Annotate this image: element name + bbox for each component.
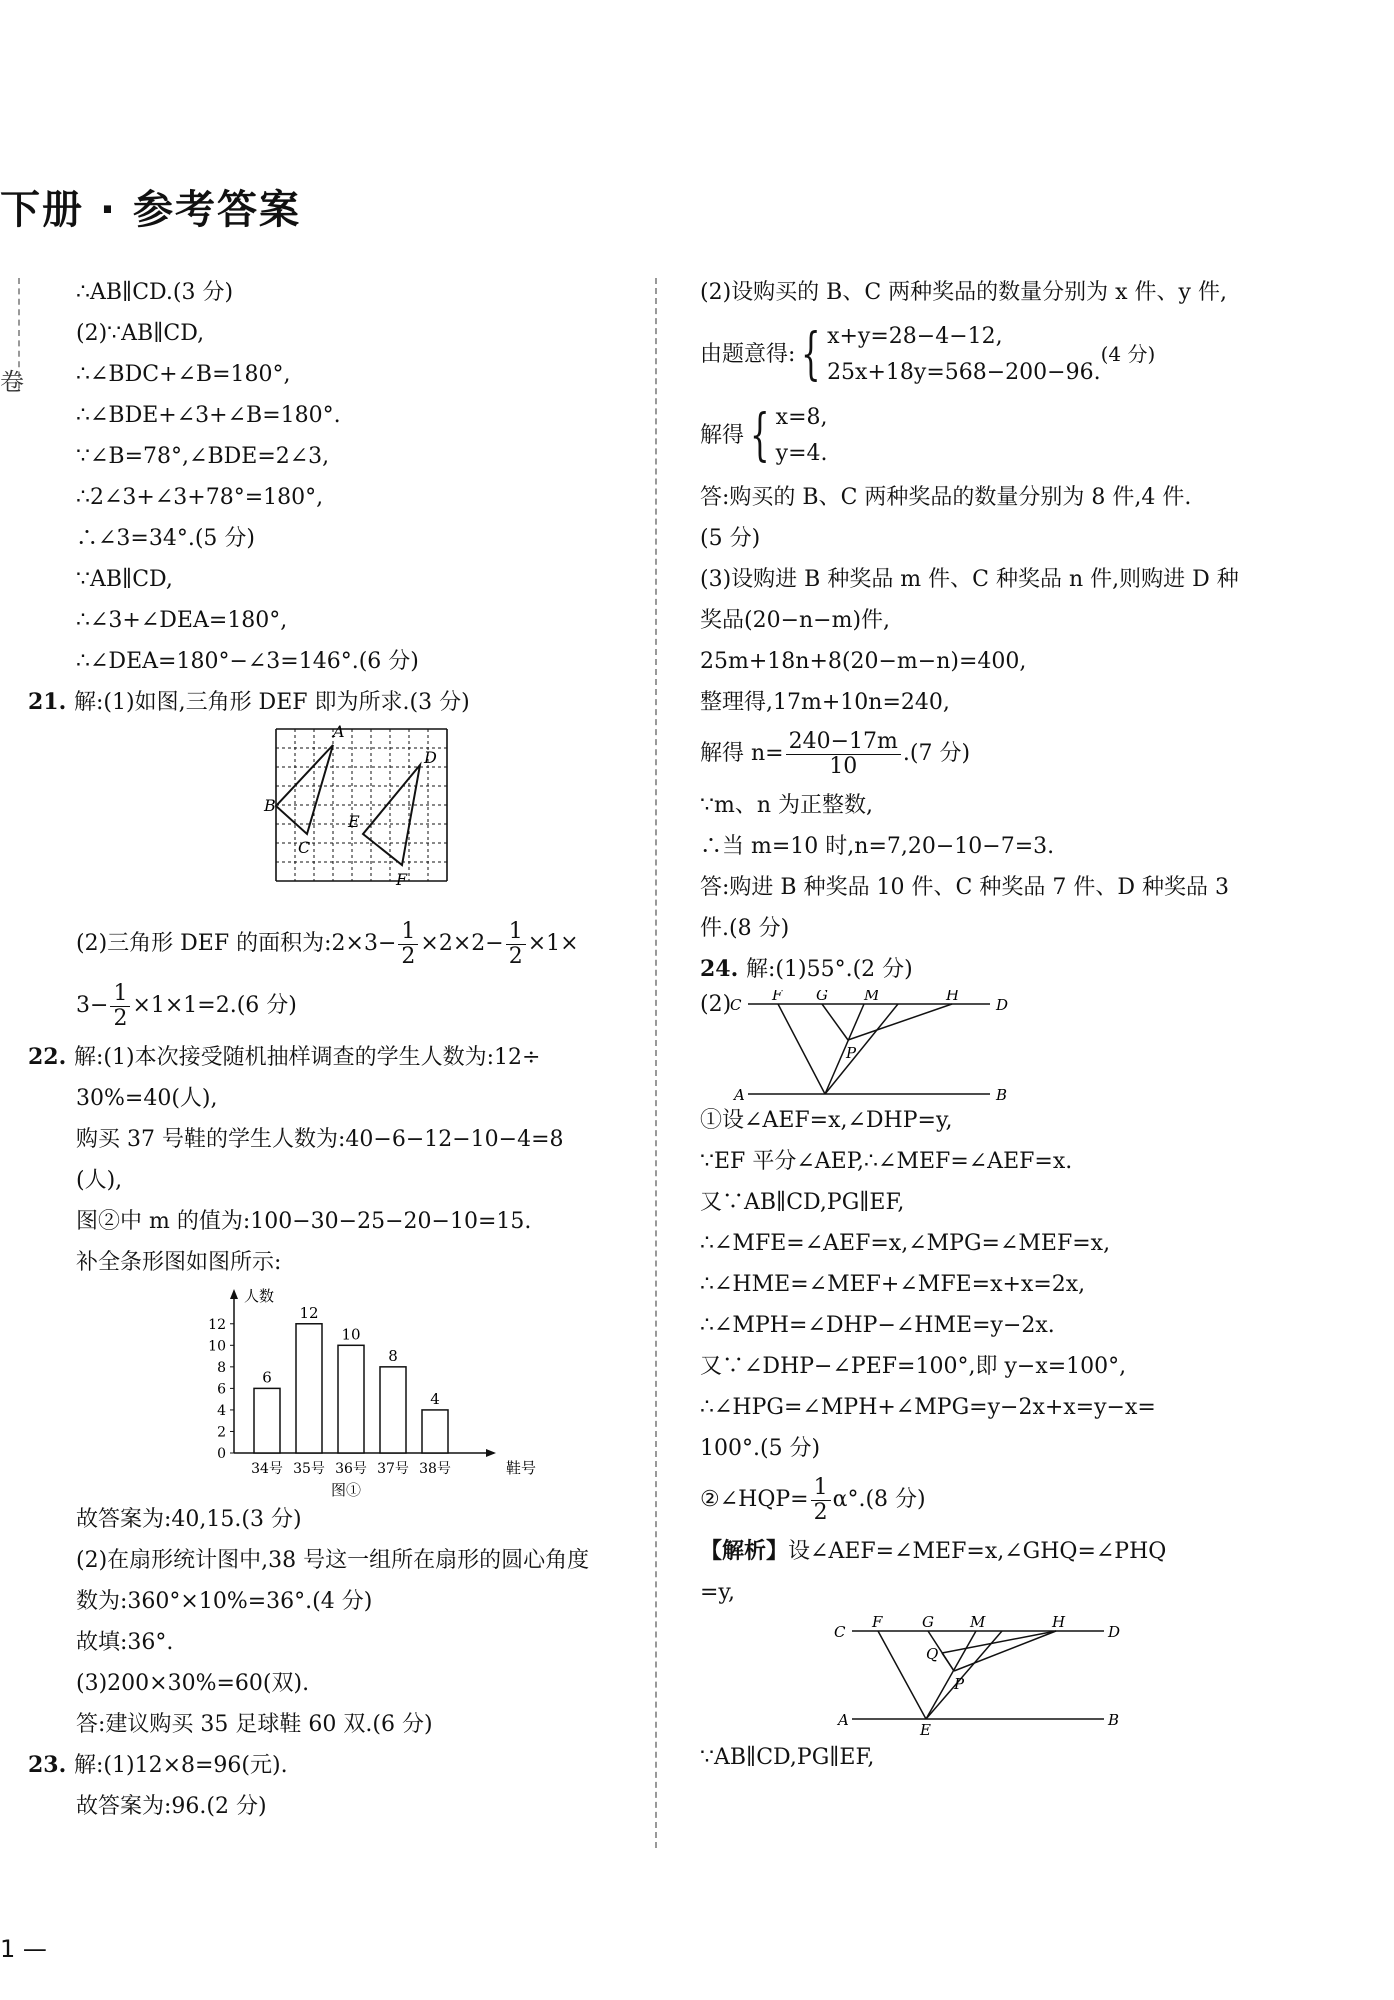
label-C: C xyxy=(298,838,311,857)
label-F: F xyxy=(396,870,408,889)
fraction-half xyxy=(506,920,526,969)
y-tick-label: 6 xyxy=(217,1381,226,1398)
triangle-def xyxy=(363,765,420,865)
geometry-diagram-1 xyxy=(700,990,1280,1100)
right-column xyxy=(700,272,1280,1778)
equation-system xyxy=(744,400,828,472)
x-axis-arrow-icon xyxy=(486,1449,496,1457)
bar xyxy=(422,1410,448,1453)
bar xyxy=(338,1345,364,1453)
sys2-row1: x=8, xyxy=(775,405,828,430)
text-line: ∴∠3=34°.(5 分) xyxy=(76,526,256,551)
x-tick-label: 34号 xyxy=(251,1461,283,1477)
q23-line1 xyxy=(28,1745,643,1786)
text-line: ∴2∠3+∠3+78°=180°, xyxy=(76,485,324,510)
fig1-label-D: D xyxy=(996,996,1009,1014)
q21-area-d: 3− xyxy=(76,993,109,1018)
text-line: ∴当 m=10 时,n=7,20−10−7=3. xyxy=(700,834,1055,859)
q24-l3a: ②∠HQP= xyxy=(700,1487,809,1512)
text-line: 件.(8 分) xyxy=(700,916,790,941)
q21-text: 解:(1)如图,三角形 DEF 即为所求.(3 分) xyxy=(74,690,470,715)
frac-num: 1 xyxy=(110,982,130,1007)
right-block-a xyxy=(700,477,1280,723)
text-line: ∴AB∥CD.(3 分) xyxy=(76,280,234,305)
text-line: 100°.(5 分) xyxy=(700,1436,821,1461)
q24-part3 xyxy=(700,1469,1280,1531)
bar-value-label: 4 xyxy=(430,1389,440,1408)
q21-area-line2 xyxy=(28,975,643,1037)
sys2-prefix: 解得 xyxy=(700,423,745,448)
q22-line1 xyxy=(28,1037,643,1078)
text-line: 奖品(20−n−m)件, xyxy=(700,608,891,633)
fraction-half xyxy=(110,982,130,1031)
q24-l3b: α°.(8 分) xyxy=(832,1487,926,1512)
text-line: 故答案为:40,15.(3 分) xyxy=(76,1507,302,1532)
r-line: (2)设购买的 B、C 两种奖品的数量分别为 x 件、y 件, xyxy=(700,280,1227,305)
fig1-label-H: H xyxy=(946,990,960,1004)
left-column xyxy=(28,272,643,1827)
sys1-suffix: (4 分) xyxy=(1100,342,1156,366)
y-tick-label: 8 xyxy=(217,1359,226,1376)
text-line: ∵m、n 为正整数, xyxy=(700,793,874,818)
triangle-abc xyxy=(276,745,333,834)
sys2-row2: y=4. xyxy=(775,441,828,466)
text-line: 又∵AB∥CD,PG∥EF, xyxy=(700,1190,905,1215)
q24-part2: (2) xyxy=(700,992,732,1017)
q21-area-c: ×1× xyxy=(527,931,579,956)
fig2-label-F: F xyxy=(872,1613,883,1631)
bar-chart xyxy=(28,1283,628,1499)
q24-figure-1 xyxy=(700,990,1280,1100)
column-divider xyxy=(655,278,657,1848)
analysis-text: 设∠AEF=∠MEF=x,∠GHQ=∠PHQ xyxy=(788,1539,1167,1564)
text-line: ∴∠MFE=∠AEF=x,∠MPG=∠MEF=x, xyxy=(700,1231,1111,1256)
bar-chart-figure xyxy=(28,1283,643,1499)
text-line: ∴∠BDE+∠3+∠B=180°. xyxy=(76,403,341,428)
x-tick-label: 38号 xyxy=(419,1461,451,1477)
y-tick-label: 0 xyxy=(217,1446,226,1462)
q22-line: (人), xyxy=(76,1168,123,1193)
frac-den: 2 xyxy=(401,943,416,969)
x-tick-label: 35号 xyxy=(293,1461,325,1477)
text-line: ∴∠HME=∠MEF+∠MFE=x+x=2x, xyxy=(700,1272,1086,1297)
right-block-b xyxy=(700,785,1280,949)
y-tick-label: 4 xyxy=(217,1402,226,1419)
fig2-label-E: E xyxy=(920,1721,931,1737)
fig2-label-H: H xyxy=(1052,1613,1066,1631)
q21-line1 xyxy=(28,682,643,723)
q22-line: 补全条形图如图所示: xyxy=(76,1250,282,1275)
q22-number: 22. xyxy=(28,1044,67,1070)
fig2-label-G: G xyxy=(922,1613,934,1631)
fig2-label-M: M xyxy=(970,1613,986,1631)
text-line: 数为:360°×10%=36°.(4 分) xyxy=(76,1589,373,1614)
fig1-label-A: A xyxy=(734,1086,745,1100)
frac-den: 2 xyxy=(508,943,523,969)
equation-system xyxy=(795,319,1100,391)
frac-num: 1 xyxy=(398,920,418,945)
fig1-label-M: M xyxy=(864,990,880,1004)
x-axis-label: 鞋号 xyxy=(506,1459,537,1477)
text-line: 整理得,17m+10n=240, xyxy=(700,690,950,715)
text-line: (3)设购进 B 种奖品 m 件、C 种奖品 n 件,则购进 D 种 xyxy=(700,567,1239,592)
text-line: 答:建议购买 35 足球鞋 60 双.(6 分) xyxy=(76,1712,433,1737)
chart-caption: 图① xyxy=(330,1481,362,1499)
text-line: 25m+18n+8(20−m−n)=400, xyxy=(700,649,1027,674)
label-A: A xyxy=(333,723,345,741)
fig2-label-D: D xyxy=(1108,1623,1121,1641)
q21-area-a: (2)三角形 DEF 的面积为:2×3− xyxy=(76,931,397,956)
bar-value-label: 8 xyxy=(388,1346,398,1365)
sys1-row2: 25x+18y=568−200−96. xyxy=(827,360,1101,385)
frac-den: 2 xyxy=(813,1499,828,1525)
edge-character: 卷 xyxy=(0,368,24,396)
y-axis-label: 人数 xyxy=(244,1287,275,1305)
right-block-c xyxy=(700,1100,1280,1469)
fraction-n xyxy=(786,730,901,779)
text-line: (5 分) xyxy=(700,526,761,551)
analysis-line2: =y, xyxy=(700,1580,735,1605)
frac-num: 240−17m xyxy=(786,730,901,755)
fig2-label-Q: Q xyxy=(926,1645,939,1663)
analysis-tag: 【解析】 xyxy=(700,1538,789,1564)
q24-line1 xyxy=(700,949,1280,990)
fig2-label-B: B xyxy=(1108,1711,1120,1729)
y-tick-label: 10 xyxy=(208,1338,226,1355)
text-line: 又∵∠DHP−∠PEF=100°,即 y−x=100°, xyxy=(700,1354,1127,1379)
text-line: (2)在扇形统计图中,38 号这一组所在扇形的圆心角度 xyxy=(76,1548,590,1573)
solve-suffix: .(7 分) xyxy=(902,741,971,766)
q22-line: 30%=40(人), xyxy=(76,1086,218,1111)
frac-den: 10 xyxy=(829,753,858,779)
frac-den: 2 xyxy=(113,1005,128,1031)
text-line: 答:购进 B 种奖品 10 件、C 种奖品 7 件、D 种奖品 3 xyxy=(700,875,1229,900)
system-2 xyxy=(700,395,1280,477)
fig1-label-P: P xyxy=(846,1044,857,1062)
fig2-label-C: C xyxy=(834,1623,846,1641)
text-line: 答:购买的 B、C 两种奖品的数量分别为 8 件,4 件. xyxy=(700,485,1192,510)
text-line: ∴∠3+∠DEA=180°, xyxy=(76,608,288,633)
q22-text: 解:(1)本次接受随机抽样调查的学生人数为:12÷ xyxy=(74,1045,541,1070)
fig1-label-B: B xyxy=(996,1086,1008,1100)
geometry-diagram-2 xyxy=(700,1613,1280,1737)
text-line: ∴∠HPG=∠MPH+∠MPG=y−2x+x=y−x= xyxy=(700,1395,1156,1420)
system-1 xyxy=(700,313,1280,395)
text-line: ∴∠DEA=180°−∠3=146°.(6 分) xyxy=(76,649,419,674)
text-line: ∵AB∥CD, xyxy=(76,567,173,592)
bar xyxy=(254,1388,280,1453)
text-line: ①设∠AEF=x,∠DHP=y, xyxy=(700,1108,953,1133)
solve-line xyxy=(700,723,1280,785)
page-title: 下册 · 参考答案 xyxy=(0,187,302,233)
label-B: B xyxy=(264,796,276,815)
q23-text: 解:(1)12×8=96(元). xyxy=(74,1753,288,1778)
q21-area-line1 xyxy=(28,913,643,975)
brace-icon: { xyxy=(801,322,822,387)
text-line: (3)200×30%=60(双). xyxy=(76,1671,310,1696)
y-tick-label: 12 xyxy=(208,1316,226,1333)
q21-area-b: ×2×2− xyxy=(420,931,504,956)
label-D: D xyxy=(424,748,437,767)
q24-figure-2 xyxy=(700,1613,1280,1737)
fig2-label-A: A xyxy=(838,1711,849,1729)
analysis-line1 xyxy=(700,1531,1280,1572)
q23-line: 故答案为:96.(2 分) xyxy=(76,1794,267,1819)
page-number: 1 — xyxy=(0,1935,47,1963)
text-line: 故填:36°. xyxy=(76,1630,174,1655)
q21-number: 21. xyxy=(28,689,67,715)
x-tick-label: 37号 xyxy=(377,1461,409,1477)
y-axis-arrow-icon xyxy=(230,1289,238,1299)
q24-number: 24. xyxy=(700,956,739,982)
fig1-label-C: C xyxy=(730,996,742,1014)
text-line: ∴∠MPH=∠DHP−∠HME=y−2x. xyxy=(700,1313,1055,1338)
solve-prefix: 解得 n= xyxy=(700,741,784,766)
x-tick-label: 36号 xyxy=(335,1461,367,1477)
frac-num: 1 xyxy=(811,1476,831,1501)
fraction-half xyxy=(398,920,418,969)
bar xyxy=(296,1324,322,1453)
bar-value-label: 12 xyxy=(299,1303,319,1322)
q23-number: 23. xyxy=(28,1752,67,1778)
sys1-row1: x+y=28−4−12, xyxy=(827,324,1003,349)
q24-text: 解:(1)55°.(2 分) xyxy=(746,957,913,982)
q22-line: 购买 37 号鞋的学生人数为:40−6−12−10−4=8 xyxy=(76,1127,564,1152)
bar xyxy=(380,1367,406,1453)
bar-value-label: 10 xyxy=(341,1325,361,1344)
text-line: ∵∠B=78°,∠BDE=2∠3, xyxy=(76,444,330,469)
bar-value-label: 6 xyxy=(262,1368,272,1387)
q20-continuation xyxy=(28,272,643,682)
fraction-half xyxy=(811,1476,831,1525)
y-tick-label: 2 xyxy=(217,1424,226,1441)
frac-num: 1 xyxy=(506,920,526,945)
r-last-line: ∵AB∥CD,PG∥EF, xyxy=(700,1745,875,1770)
q21-area-e: ×1×1=2.(6 分) xyxy=(132,993,297,1018)
label-E: E xyxy=(348,812,360,831)
sys1-prefix: 由题意得: xyxy=(700,342,796,367)
q22-after xyxy=(28,1499,643,1745)
fig1-label-G: G xyxy=(816,990,828,1004)
text-line: ∴∠BDC+∠B=180°, xyxy=(76,362,291,387)
grid-diagram xyxy=(28,723,628,913)
brace-icon: { xyxy=(750,403,770,468)
fig1-label-F: F xyxy=(772,990,783,1004)
text-line: (2)∵AB∥CD, xyxy=(76,321,205,346)
text-line: ∵EF 平分∠AEP,∴∠MEF=∠AEF=x. xyxy=(700,1149,1073,1174)
fig2-label-P: P xyxy=(954,1675,965,1693)
q21-grid-figure xyxy=(28,723,643,913)
q22-line: 图②中 m 的值为:100−30−25−20−10=15. xyxy=(76,1209,532,1234)
